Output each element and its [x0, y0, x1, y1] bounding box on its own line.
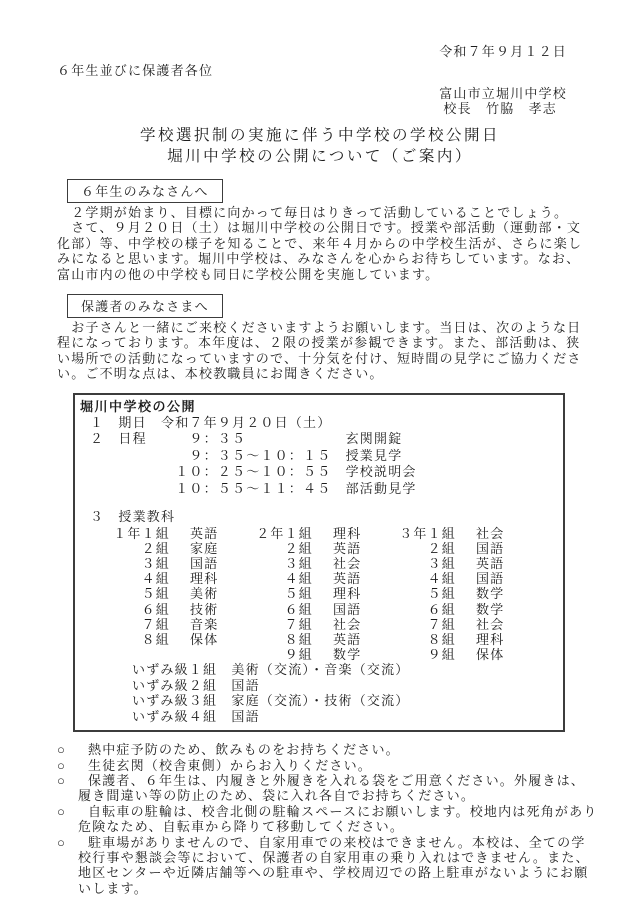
note-text — [78, 772, 586, 804]
info-box-title: 堀川中学校の公開 — [80, 398, 197, 414]
students-section-heading: ６年生のみなさんへ — [67, 179, 223, 203]
subjects-row — [80, 526, 557, 541]
grade3-class: ８組 — [427, 632, 456, 648]
students-section-heading-row — [57, 179, 583, 203]
grade1-subject: 保体 — [190, 632, 219, 648]
grade1-class: ７組 — [141, 616, 170, 632]
note-line: 自転車の駐輪は、校舎北側の駐輪スペースにお願いします。校地内は死角があり — [88, 803, 598, 819]
grade1-class: ８組 — [141, 632, 170, 648]
open-day-info-box — [73, 393, 565, 732]
grade2-class: ８組 — [284, 632, 313, 648]
grade3-class: ２組 — [427, 540, 456, 556]
grade3-class: ４組 — [427, 571, 456, 587]
info-box-schedule — [80, 431, 557, 497]
note-item — [57, 742, 583, 757]
note-text — [78, 834, 590, 897]
note-line: 校行事や懇談会等において、保護者の自家用車の乗り入れはできません。また、 — [78, 849, 590, 865]
paragraph-line: さて、９月２０日（土）は堀川中学校の公開日です。授業や部活動（運動部・文 — [57, 220, 582, 236]
note-line: 危険なため、自転車から降りて移動してください。 — [78, 819, 405, 835]
izumi-line: いずみ級１組 美術（交流）・音楽（交流） — [132, 662, 410, 678]
grade3-subject: 国語 — [476, 571, 505, 587]
note-text — [88, 758, 372, 773]
schedule-line: １０：２５～１０：５５ 学校説明会 — [90, 464, 417, 480]
note-line: 履き間違い等の防止のため、袋に入れ各自でお持ちください。 — [78, 788, 476, 804]
note-item — [57, 758, 583, 773]
grade2-class: ５組 — [284, 586, 313, 602]
note-item — [57, 772, 586, 804]
subjects-grid — [80, 526, 557, 663]
grade1-class: ６組 — [141, 601, 170, 617]
grade3-subject: 数学 — [476, 601, 505, 617]
grade3-class: ６組 — [427, 601, 456, 617]
grade1-subject: 技術 — [190, 601, 219, 617]
grade3-class: ９組 — [427, 647, 456, 663]
paragraph-line: 程になっております。本年度は、２限の授業が参観できます。また、部活動は、狭 — [57, 335, 581, 351]
grade3-subject: 国語 — [476, 540, 505, 556]
subjects-label: ３ 授業教科 — [90, 509, 176, 525]
note-text — [78, 803, 598, 835]
grade2-class: ９組 — [284, 647, 313, 663]
note-line: 駐車場がありませんので、自家用車での来校はできません。本校は、全ての学 — [88, 834, 586, 850]
note-text — [88, 742, 400, 757]
grade3-class: ３年１組 — [399, 525, 456, 541]
subjects-row — [80, 571, 557, 586]
sender-school: 富山市立堀川中学校 — [439, 86, 567, 101]
grade1-class: ４組 — [141, 571, 170, 587]
note-line: 地区センターや近隣店舗等への駐車や、学校周辺での路上駐車がないようにお願 — [78, 865, 589, 881]
document-title-line2: 堀川中学校の公開について（ご案内） — [167, 148, 473, 165]
grade3-subject: 社会 — [476, 525, 505, 541]
grade1-class: ５組 — [141, 586, 170, 602]
document-title-line1: 学校選択制の実施に伴う中学校の学校公開日 — [139, 127, 500, 144]
grade2-subject: 英語 — [333, 632, 362, 648]
grade3-subject: 社会 — [476, 616, 505, 632]
grade3-subject: 保体 — [476, 647, 505, 663]
document-date: 令和７年９月１２日 — [439, 44, 567, 59]
subjects-row — [80, 556, 557, 571]
grade1-class: １年１組 — [113, 525, 170, 541]
circle-bullet-icon: ○ — [57, 803, 67, 819]
subjects-row — [80, 602, 557, 617]
paragraph-line: 化部）等、中学校の様子を知ることで、来年４月からの中学校生活が、さらに楽し — [57, 235, 583, 251]
grade2-class: ３組 — [284, 556, 313, 572]
note-item — [57, 803, 598, 835]
paragraph-line: お子さんと一緒にご来校くださいますようお願いします。当日は、次のような日 — [57, 320, 582, 336]
grade2-subject: 理科 — [333, 525, 362, 541]
izumi-line: いずみ級２組 国語 — [132, 677, 260, 693]
grade3-subject: 理科 — [476, 632, 505, 648]
note-line: いします。 — [78, 880, 148, 896]
recipient-line: ６年生並びに保護者各位 — [57, 63, 214, 78]
grade3-class: ５組 — [427, 586, 456, 602]
grade1-subject: 理科 — [190, 571, 219, 587]
grade1-class: ２組 — [141, 540, 170, 556]
subjects-row — [80, 541, 557, 556]
izumi-line: いずみ級３組 家庭（交流）・技術（交流） — [132, 693, 410, 709]
note-line: 保護者、６年生は、内履きと外履きを入れる袋をご用意ください。外履きは、 — [88, 772, 586, 788]
grade2-class: ６組 — [284, 601, 313, 617]
paragraph-line: 富山市内の他の中学校も同日に学校公開を実施しています。 — [57, 266, 440, 282]
paragraph-line: い場所での活動になっていますので、十分気を付け、短時間の見学にご協力くださ — [57, 350, 582, 366]
grade1-class — [102, 647, 170, 662]
grade1-subject: 音楽 — [190, 616, 219, 632]
students-section-paragraph — [57, 205, 583, 282]
circle-bullet-icon: ○ — [57, 834, 67, 850]
grade1-subject: 美術 — [190, 586, 219, 602]
grade2-class: ７組 — [284, 616, 313, 632]
notes-list — [57, 742, 598, 896]
grade1-subject: 家庭 — [190, 540, 219, 556]
paragraph-line: みになると思います。堀川中学校は、みなさんを心からお待ちしています。なお、 — [57, 251, 581, 267]
grade2-class: ２年１組 — [256, 525, 313, 541]
paragraph-line: ２学期が始まり、目標に向かって毎日はりきって活動していることでしょう。 — [57, 205, 569, 220]
grade2-subject: 数学 — [333, 647, 362, 663]
circle-bullet-icon: ○ — [57, 742, 67, 758]
izumi-class-list — [80, 662, 557, 724]
note-line: 熱中症予防のため、飲みものをお持ちください。 — [88, 742, 400, 758]
schedule-line: ９：３５～１０：１５ 授業見学 — [90, 447, 403, 463]
grade2-subject: 英語 — [333, 571, 362, 587]
note-item — [57, 834, 590, 897]
circle-bullet-icon: ○ — [57, 772, 67, 788]
grade2-subject: 社会 — [333, 556, 362, 572]
grade3-subject: 英語 — [476, 556, 505, 572]
parents-section-heading-row — [57, 294, 583, 318]
izumi-line: いずみ級４組 国語 — [132, 708, 260, 724]
subjects-row — [80, 617, 557, 632]
grade2-subject: 英語 — [333, 540, 362, 556]
grade2-subject: 理科 — [333, 586, 362, 602]
info-box-date-line: １ 期日 令和７年９月２０日（土） — [90, 414, 332, 430]
paragraph-line: い。ご不明な点は、本校教職員にお聞きください。 — [57, 366, 384, 382]
grade2-subject: 国語 — [333, 601, 362, 617]
parents-section-paragraph — [57, 320, 583, 382]
grade1-subject — [170, 647, 245, 662]
grade2-class: ４組 — [284, 571, 313, 587]
subjects-row — [80, 632, 557, 647]
schedule-line: １０：５５～１１：４５ 部活動見学 — [90, 480, 417, 496]
subjects-row — [80, 647, 557, 662]
grade3-subject: 数学 — [476, 586, 505, 602]
note-line: 生徒玄関（校舎東側）からお入りください。 — [88, 757, 373, 773]
grade1-class: ３組 — [141, 556, 170, 572]
schedule-line: ２ 日程 ９：３５ 玄関開錠 — [90, 431, 403, 447]
document-title — [57, 125, 583, 167]
grade2-class: ２組 — [284, 540, 313, 556]
grade1-subject: 国語 — [190, 556, 219, 572]
grade2-subject: 社会 — [333, 616, 362, 632]
grade1-subject: 英語 — [190, 525, 219, 541]
subjects-row — [80, 586, 557, 601]
grade3-class: ３組 — [427, 556, 456, 572]
circle-bullet-icon: ○ — [57, 757, 67, 773]
sender-principal: 校長 竹脇 孝志 — [443, 101, 557, 116]
grade3-class: ７組 — [427, 616, 456, 632]
parents-section-heading: 保護者のみなさまへ — [67, 294, 223, 318]
